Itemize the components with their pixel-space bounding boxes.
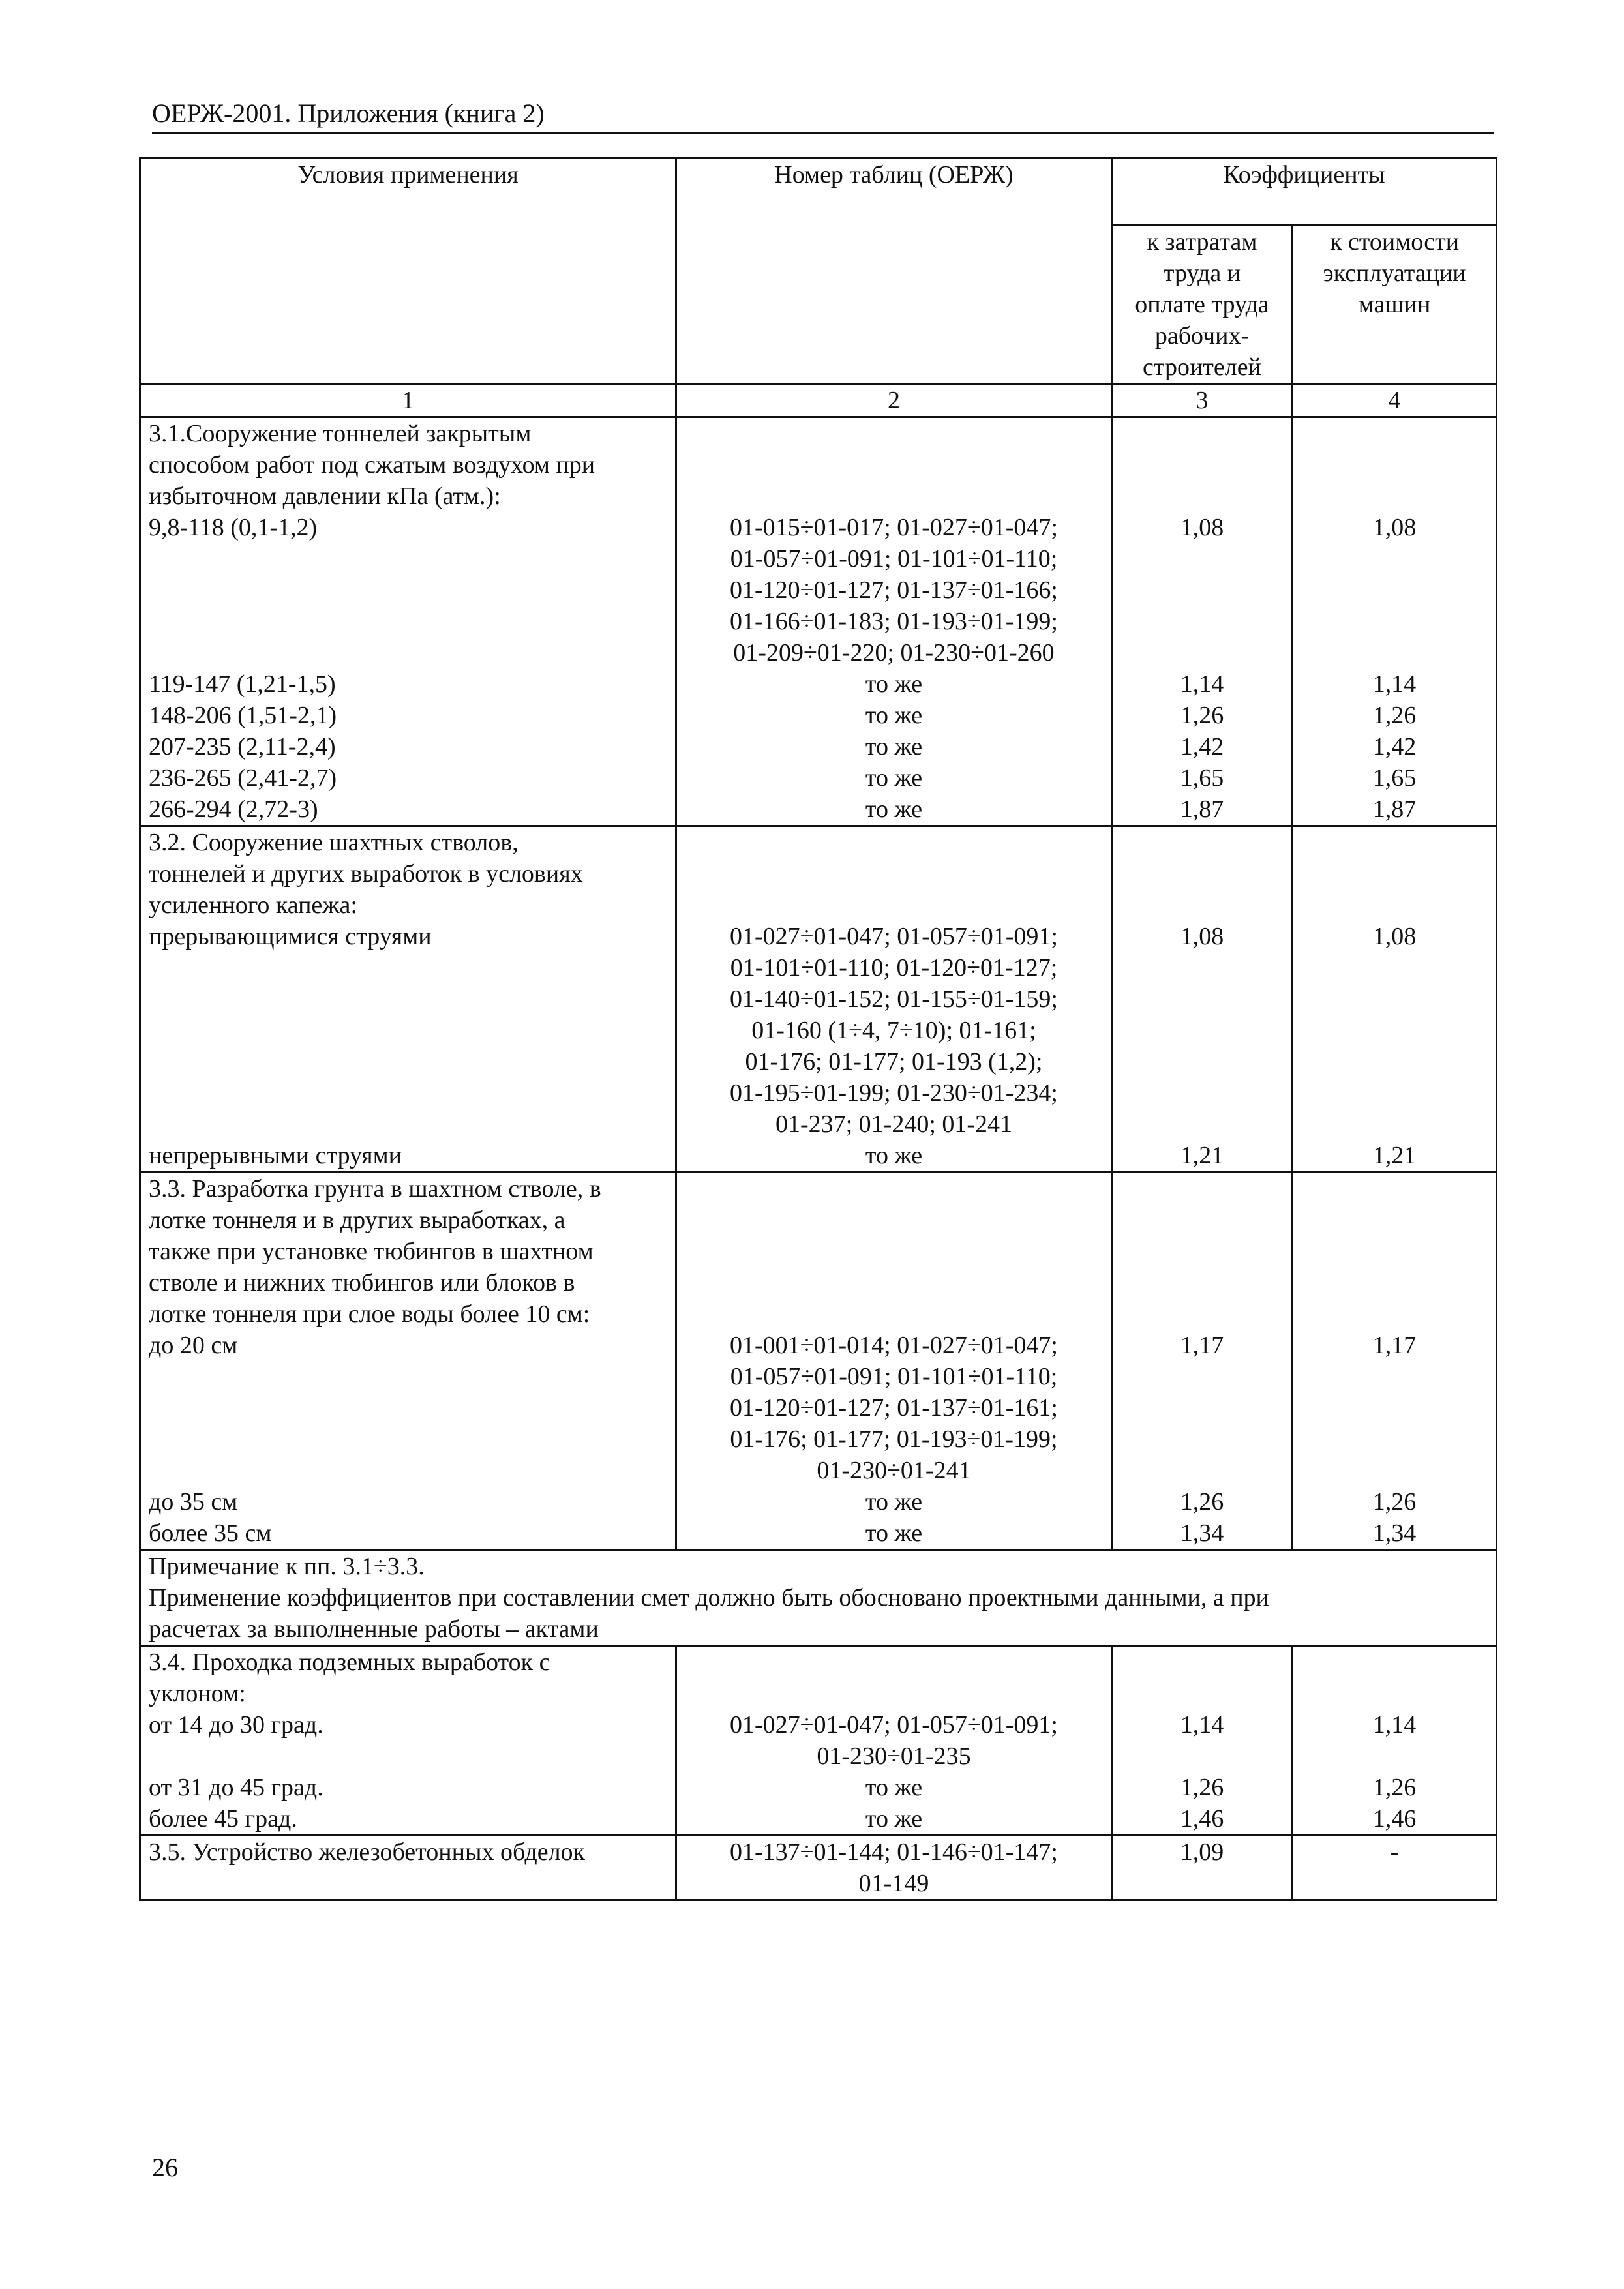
spacer-line xyxy=(1301,418,1488,449)
table-numbers-line: 01-237; 01-240; 01-241 xyxy=(775,1111,1013,1138)
table-numbers-line: 01-057÷01-091; 01-101÷01-110; xyxy=(730,545,1058,573)
header-line: строителей xyxy=(1143,353,1261,381)
spacer-line xyxy=(1301,637,1488,668)
machines-coef-value: 1,26 xyxy=(1372,1488,1417,1516)
condition-label: более 35 см xyxy=(149,1519,272,1547)
spacer-line xyxy=(1120,481,1284,512)
spacer-line xyxy=(1301,575,1488,606)
spacer-line xyxy=(1120,449,1284,481)
section-title-line: 3.3. Разработка грунта в шахтном стволе, в xyxy=(149,1175,601,1203)
section-title-line: также при установке тюбингов в шахтном xyxy=(149,1238,594,1265)
table-numbers-line: то же xyxy=(865,796,923,823)
coefficients-table xyxy=(139,157,1497,1901)
machines-coef-value: 1,08 xyxy=(1372,923,1417,950)
condition-label: непрерывными струями xyxy=(149,1142,402,1169)
spacer-line xyxy=(1120,890,1284,921)
labor-coef-cell xyxy=(1112,1173,1293,1550)
table-numbers-cell xyxy=(676,826,1112,1173)
spacer-line xyxy=(685,890,1103,921)
spacer-line xyxy=(685,858,1103,890)
machines-coef-value: - xyxy=(1390,1838,1399,1866)
machines-coef-value: 1,65 xyxy=(1372,764,1417,792)
spacer-line xyxy=(1301,952,1488,983)
table-numbers-line: 01-140÷01-152; 01-155÷01-159; xyxy=(730,985,1058,1013)
table-numbers-line: 01-120÷01-127; 01-137÷01-161; xyxy=(730,1394,1058,1422)
spacer-line xyxy=(1301,481,1488,512)
table-numbers-line: то же xyxy=(865,764,923,792)
spacer-line xyxy=(1120,1741,1284,1772)
condition-label: до 20 см xyxy=(149,1332,238,1359)
spacer-line xyxy=(149,1455,667,1486)
spacer-line xyxy=(1120,1077,1284,1109)
spacer-line xyxy=(1120,1392,1284,1424)
table-numbers-line: то же xyxy=(865,670,923,698)
table-numbers-line: 01-137÷01-144; 01-146÷01-147; xyxy=(730,1838,1058,1866)
section-title-line: тоннелей и других выработок в условиях xyxy=(149,860,583,888)
note-line: Применение коэффициентов при составлении смет должно быть обосновано проектными данными, а при xyxy=(149,1584,1269,1611)
spacer-line xyxy=(149,983,667,1015)
spacer-line xyxy=(1301,1173,1488,1204)
spacer-line xyxy=(149,1015,667,1046)
spacer-line xyxy=(1301,1236,1488,1267)
spacer-line xyxy=(1301,1392,1488,1424)
section-row xyxy=(140,417,1497,826)
spacer-line xyxy=(685,449,1103,481)
spacer-line xyxy=(1120,1015,1284,1046)
section-row xyxy=(140,826,1497,1173)
conditions-cell xyxy=(140,1836,676,1900)
spacer-line xyxy=(149,1424,667,1455)
machines-coef-value: 1,21 xyxy=(1372,1142,1417,1169)
labor-coef-value: 1,42 xyxy=(1180,733,1224,760)
table-numbers-line: 01-027÷01-047; 01-057÷01-091; xyxy=(730,923,1058,950)
machines-coef-value: 1,14 xyxy=(1372,670,1417,698)
header-line: рабочих- xyxy=(1154,322,1250,350)
table-numbers-cell xyxy=(676,1173,1112,1550)
header-rule xyxy=(152,132,1494,134)
spacer-line xyxy=(685,1678,1103,1709)
labor-coef-value: 1,17 xyxy=(1180,1332,1224,1359)
note-line: расчетах за выполненные работы – актами xyxy=(149,1615,599,1643)
table-body-note xyxy=(140,1550,1497,1646)
spacer-line xyxy=(1301,983,1488,1015)
spacer-line xyxy=(685,1173,1103,1204)
condition-label: 207-235 (2,11-2,4) xyxy=(149,733,336,760)
table-numbers-line: 01-176; 01-177; 01-193÷01-199; xyxy=(730,1426,1058,1453)
table-body-sections xyxy=(140,417,1497,1550)
table-numbers-line: 01-195÷01-199; 01-230÷01-234; xyxy=(730,1079,1058,1107)
labor-coef-value: 1,14 xyxy=(1180,670,1224,698)
spacer-line xyxy=(1120,858,1284,890)
machines-coef-cell xyxy=(1293,1173,1497,1550)
spacer-line xyxy=(685,418,1103,449)
spacer-line xyxy=(1301,1647,1488,1678)
section-title-line: усиленного капежа: xyxy=(149,891,357,919)
labor-coef-value: 1,26 xyxy=(1180,1488,1224,1516)
section-row xyxy=(140,1836,1497,1900)
spacer-line xyxy=(1120,543,1284,575)
conditions-cell xyxy=(140,417,676,826)
spacer-line xyxy=(1120,1868,1284,1899)
spacer-line xyxy=(685,481,1103,512)
section-title-line: лотке тоннеля при слое воды более 10 см: xyxy=(149,1300,590,1328)
spacer-line xyxy=(149,543,667,575)
header-line: машин xyxy=(1358,291,1431,318)
spacer-line xyxy=(149,1868,667,1899)
labor-coef-value: 1,65 xyxy=(1180,764,1224,792)
table-numbers-line: то же xyxy=(865,1142,923,1169)
spacer-line xyxy=(1301,449,1488,481)
spacer-line xyxy=(149,1392,667,1424)
spacer-line xyxy=(149,952,667,983)
labor-coef-value: 1,09 xyxy=(1180,1838,1224,1866)
labor-coef-value: 1,34 xyxy=(1180,1519,1224,1547)
condition-label: до 35 см xyxy=(149,1488,238,1516)
machines-coef-value: 1,14 xyxy=(1372,1711,1417,1739)
spacer-line xyxy=(1120,827,1284,858)
spacer-line xyxy=(1120,575,1284,606)
spacer-line xyxy=(1120,1173,1284,1204)
spacer-line xyxy=(685,1298,1103,1330)
spacer-line xyxy=(1301,1204,1488,1236)
table-numbers-line: 01-166÷01-183; 01-193÷01-199; xyxy=(730,608,1058,635)
table-numbers-line: 01-176; 01-177; 01-193 (1,2); xyxy=(745,1048,1043,1075)
labor-coef-value: 1,26 xyxy=(1180,1774,1224,1801)
spacer-line xyxy=(149,1077,667,1109)
section-title-line: 3.2. Сооружение шахтных стволов, xyxy=(149,829,519,856)
spacer-line xyxy=(1120,1267,1284,1298)
labor-coef-value: 1,08 xyxy=(1180,923,1224,950)
machines-coef-value: 1,34 xyxy=(1372,1519,1417,1547)
condition-label: 119-147 (1,21-1,5) xyxy=(149,670,336,698)
table-numbers-line: 01-120÷01-127; 01-137÷01-166; xyxy=(730,576,1058,604)
table-numbers-line: 01-149 xyxy=(858,1870,929,1897)
section-title-line: избыточном давлении кПа (атм.): xyxy=(149,483,501,510)
header-line: к затратам xyxy=(1147,228,1257,256)
table-numbers-line: то же xyxy=(865,1488,923,1516)
spacer-line xyxy=(685,1204,1103,1236)
condition-label: от 14 до 30 град. xyxy=(149,1711,323,1739)
column-number-row xyxy=(140,384,1497,417)
table-numbers-line: 01-015÷01-017; 01-027÷01-047; xyxy=(730,514,1058,541)
header-line: эксплуатации xyxy=(1323,260,1466,287)
machines-coef-value: 1,08 xyxy=(1372,514,1417,541)
spacer-line xyxy=(149,575,667,606)
spacer-line xyxy=(1301,1046,1488,1077)
labor-coef-header xyxy=(1112,226,1293,384)
machines-coef-value: 1,26 xyxy=(1372,702,1417,729)
spacer-line xyxy=(1120,1678,1284,1709)
spacer-line xyxy=(1120,1424,1284,1455)
condition-label: 9,8-118 (0,1-1,2) xyxy=(149,514,318,541)
machines-coef-value: 1,17 xyxy=(1372,1332,1417,1359)
machines-coef-value: 1,46 xyxy=(1372,1805,1417,1833)
conditions-cell xyxy=(140,1173,676,1550)
spacer-line xyxy=(1120,637,1284,668)
spacer-line xyxy=(685,1236,1103,1267)
labor-coef-value: 1,26 xyxy=(1180,702,1224,729)
table-numbers-line: 01-057÷01-091; 01-101÷01-110; xyxy=(730,1363,1058,1390)
spacer-line xyxy=(685,827,1103,858)
machines-coef-value: 1,26 xyxy=(1372,1774,1417,1801)
page-number: 26 xyxy=(152,2153,178,2182)
table-numbers-cell xyxy=(676,417,1112,826)
labor-coef-cell xyxy=(1112,417,1293,826)
labor-coef-value: 1,14 xyxy=(1180,1711,1224,1739)
condition-label: 266-294 (2,72-3) xyxy=(149,796,318,823)
machines-coef-value: 1,42 xyxy=(1372,733,1417,760)
labor-coef-value: 1,46 xyxy=(1180,1805,1224,1833)
spacer-line xyxy=(149,1046,667,1077)
table-numbers-line: 01-101÷01-110; 01-120÷01-127; xyxy=(730,954,1058,981)
header-line: труда и xyxy=(1163,260,1241,287)
spacer-line xyxy=(149,1109,667,1140)
table-numbers-line: 01-001÷01-014; 01-027÷01-047; xyxy=(730,1332,1058,1359)
condition-label: 236-265 (2,41-2,7) xyxy=(149,764,337,792)
table-numbers-line: 01-230÷01-241 xyxy=(817,1457,971,1484)
section-title-line: уклоном: xyxy=(149,1680,246,1707)
column-number: 3 xyxy=(1112,384,1293,417)
spacer-line xyxy=(1120,1236,1284,1267)
note-line: Примечание к пп. 3.1÷3.3. xyxy=(149,1553,425,1580)
conditions-header: Условия применения xyxy=(140,158,676,384)
spacer-line xyxy=(1301,1015,1488,1046)
column-number: 2 xyxy=(676,384,1112,417)
table-header-row xyxy=(140,158,1497,226)
table-numbers-header: Номер таблиц (ОЕРЖ) xyxy=(676,158,1112,384)
section-title-line: 3.1.Сооружение тоннелей закрытым xyxy=(149,420,532,447)
spacer-line xyxy=(1120,1046,1284,1077)
section-title-line: стволе и нижних тюбингов или блоков в xyxy=(149,1269,575,1296)
table-numbers-line: 01-160 (1÷4, 7÷10); 01-161; xyxy=(751,1017,1036,1044)
note-cell xyxy=(140,1550,1497,1646)
labor-coef-value: 1,21 xyxy=(1180,1142,1224,1169)
header-line: к стоимости xyxy=(1329,228,1460,256)
spacer-line xyxy=(1120,418,1284,449)
machines-coef-cell xyxy=(1293,1836,1497,1900)
condition-label: 148-206 (1,51-2,1) xyxy=(149,702,337,729)
spacer-line xyxy=(1120,1361,1284,1392)
section-title-line: 3.4. Проходка подземных выработок с xyxy=(149,1649,550,1676)
spacer-line xyxy=(1301,543,1488,575)
section-row xyxy=(140,1646,1497,1836)
running-header: ОЕРЖ-2001. Приложения (книга 2) xyxy=(152,98,545,128)
spacer-line xyxy=(1301,606,1488,637)
conditions-cell xyxy=(140,826,676,1173)
conditions-cell xyxy=(140,1646,676,1836)
labor-coef-cell xyxy=(1112,1646,1293,1836)
spacer-line xyxy=(1301,890,1488,921)
table-numbers-line: то же xyxy=(865,733,923,760)
spacer-line xyxy=(1301,858,1488,890)
condition-label: более 45 град. xyxy=(149,1805,297,1833)
machines-coef-cell xyxy=(1293,826,1497,1173)
spacer-line xyxy=(1301,1455,1488,1486)
note-row xyxy=(140,1550,1497,1646)
spacer-line xyxy=(149,606,667,637)
labor-coef-cell xyxy=(1112,826,1293,1173)
table-numbers-line: то же xyxy=(865,1805,923,1833)
table-numbers-cell xyxy=(676,1646,1112,1836)
spacer-line xyxy=(1120,1204,1284,1236)
table-numbers-line: 01-027÷01-047; 01-057÷01-091; xyxy=(730,1711,1058,1739)
spacer-line xyxy=(685,1267,1103,1298)
spacer-line xyxy=(685,1647,1103,1678)
spacer-line xyxy=(1301,1077,1488,1109)
spacer-line xyxy=(1120,1298,1284,1330)
section-row xyxy=(140,1173,1497,1550)
table-numbers-line: 01-230÷01-235 xyxy=(817,1743,971,1770)
table-numbers-line: 01-209÷01-220; 01-230÷01-260 xyxy=(733,639,1055,666)
column-number: 1 xyxy=(140,384,676,417)
labor-coef-value: 1,08 xyxy=(1180,514,1224,541)
labor-coef-value: 1,87 xyxy=(1180,796,1224,823)
condition-label: 3.5. Устройство железобетонных обделок xyxy=(149,1838,585,1866)
spacer-line xyxy=(1120,952,1284,983)
section-title-line: лотке тоннеля и в других выработках, а xyxy=(149,1206,565,1234)
spacer-line xyxy=(1120,1109,1284,1140)
spacer-line xyxy=(1301,1298,1488,1330)
spacer-line xyxy=(1120,1455,1284,1486)
spacer-line xyxy=(149,1741,667,1772)
section-title-line: способом работ под сжатым воздухом при xyxy=(149,451,595,479)
spacer-line xyxy=(1301,1868,1488,1899)
spacer-line xyxy=(1301,1678,1488,1709)
spacer-line xyxy=(1120,606,1284,637)
spacer-line xyxy=(149,1361,667,1392)
column-number: 4 xyxy=(1293,384,1497,417)
table-numbers-cell xyxy=(676,1836,1112,1900)
table-body-sections-after xyxy=(140,1646,1497,1900)
machines-coef-cell xyxy=(1293,417,1497,826)
header-line: оплате труда xyxy=(1135,291,1269,318)
spacer-line xyxy=(1120,1647,1284,1678)
machines-coef-cell xyxy=(1293,1646,1497,1836)
table-numbers-line: то же xyxy=(865,1774,923,1801)
spacer-line xyxy=(149,637,667,668)
spacer-line xyxy=(1301,1361,1488,1392)
condition-label: прерывающимися струями xyxy=(149,923,432,950)
spacer-line xyxy=(1301,1109,1488,1140)
spacer-line xyxy=(1301,1424,1488,1455)
machines-coef-value: 1,87 xyxy=(1372,796,1417,823)
condition-label: от 31 до 45 град. xyxy=(149,1774,323,1801)
coefficients-header: Коэффициенты xyxy=(1112,158,1497,226)
spacer-line xyxy=(1120,983,1284,1015)
table-numbers-line: то же xyxy=(865,702,923,729)
labor-coef-cell xyxy=(1112,1836,1293,1900)
machines-coef-header xyxy=(1293,226,1497,384)
spacer-line xyxy=(1301,1267,1488,1298)
table-numbers-line: то же xyxy=(865,1519,923,1547)
spacer-line xyxy=(1301,1741,1488,1772)
spacer-line xyxy=(1301,827,1488,858)
